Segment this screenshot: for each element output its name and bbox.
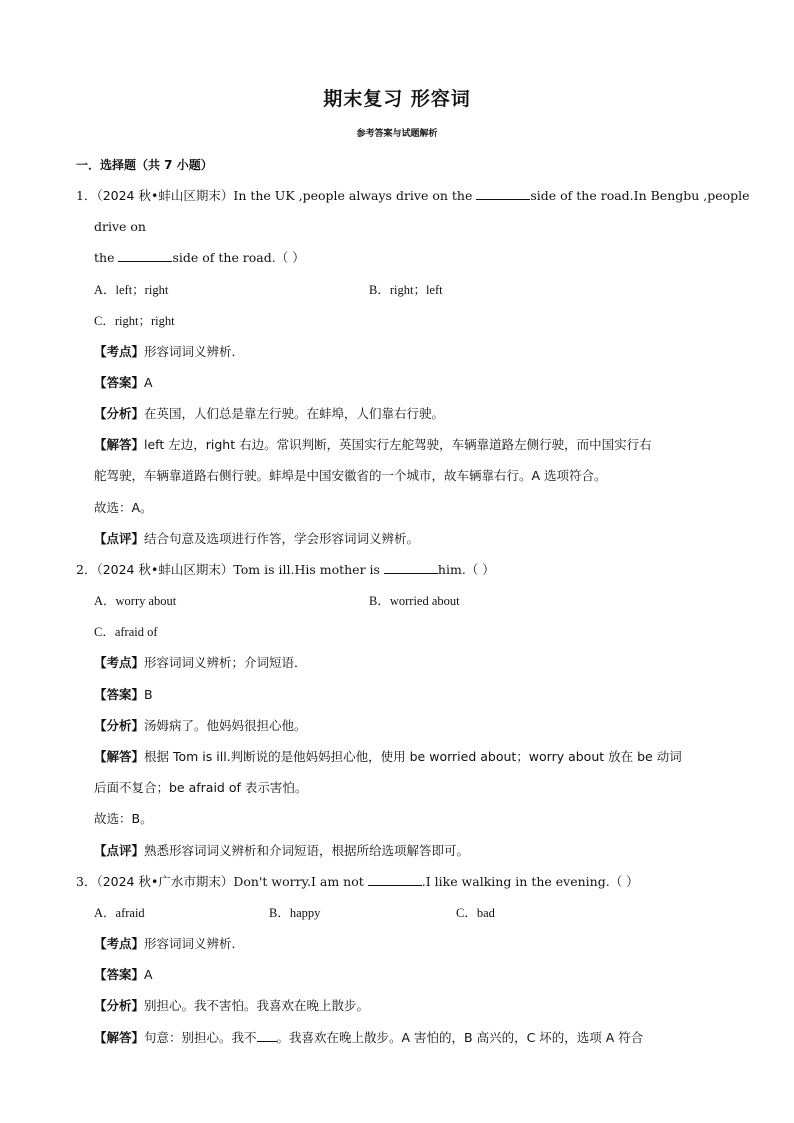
- kaodian-tag: 【考点】: [94, 936, 145, 951]
- question-text: him.（ ）: [437, 562, 495, 577]
- analysis-line: [94, 406, 444, 422]
- question-text: .I like walking in the evening.（ ）: [421, 874, 639, 889]
- question-source: （2024 秋•广水市期末）: [96, 874, 234, 889]
- choice-line: 故选：A。: [94, 500, 153, 515]
- answer-blank: [384, 562, 438, 574]
- comment-line: [94, 843, 469, 859]
- answer-blank: [118, 250, 172, 262]
- section-heading: 一．选择题（共 7 小题）: [76, 158, 213, 172]
- analysis-line: [94, 718, 307, 734]
- analysis-tag: 【分析】: [94, 718, 145, 733]
- kaodian-line: [94, 936, 244, 952]
- option-a: A．afraid: [94, 906, 145, 920]
- question-1-stem-cont: drive on: [94, 219, 146, 234]
- solution-line-cont: 舵驾驶，车辆靠道路右侧行驶。蚌埠是中国安徽省的一个城市，故车辆靠右行。A 选项符合。: [94, 468, 607, 483]
- page-title: 期末复习 形容词: [323, 88, 471, 110]
- option-c: C．bad: [456, 906, 495, 920]
- answer-blank: [257, 1030, 277, 1042]
- question-2-stem: [76, 562, 495, 578]
- analysis-tag: 【分析】: [94, 406, 145, 421]
- answer-line: [94, 375, 153, 391]
- solution-line: [94, 749, 682, 765]
- answer-blank: [476, 188, 530, 200]
- solution-line: [94, 1030, 643, 1046]
- question-1-stem-cont: [94, 250, 305, 266]
- kaodian-line: [94, 655, 307, 671]
- kaodian-line: [94, 344, 244, 360]
- answer-line: [94, 967, 153, 983]
- answer-line: [94, 687, 153, 703]
- choice-line: 故选：B。: [94, 811, 153, 826]
- question-text: side of the road.（ ）: [172, 250, 305, 265]
- solution-tag: 【解答】: [94, 437, 145, 452]
- question-number: 3．: [76, 874, 97, 889]
- solution-text: 根据 Tom is ill.判断说的是他妈妈担心他，使用 be worried about；worry about 放在 be 动词: [144, 749, 682, 764]
- answer-tag: 【答案】: [94, 375, 145, 390]
- solution-text: 。我喜欢在晚上散步。A 害怕的，B 高兴的，C 坏的，选项 A 符合: [276, 1030, 644, 1045]
- comment-line: [94, 531, 419, 547]
- question-text: Tom is ill.His mother is: [233, 562, 384, 577]
- answer-text: A: [144, 375, 153, 390]
- option-b: B．worried about: [369, 594, 460, 608]
- option-b: B．happy: [269, 906, 321, 920]
- comment-tag: 【点评】: [94, 843, 145, 858]
- page-subtitle: 参考答案与试题解析: [356, 129, 438, 139]
- solution-line-cont: 后面不复合；be afraid of 表示害怕。: [94, 780, 308, 795]
- comment-tag: 【点评】: [94, 531, 145, 546]
- question-source: （2024 秋•蚌山区期末）: [96, 188, 234, 203]
- question-text: the: [94, 250, 119, 265]
- comment-text: 结合句意及选项进行作答，学会形容词词义辨析。: [144, 531, 420, 546]
- kaodian-tag: 【考点】: [94, 344, 145, 359]
- analysis-text: 汤姆病了。他妈妈很担心他。: [144, 718, 307, 733]
- analysis-line: [94, 998, 369, 1014]
- comment-text: 熟悉形容词词义辨析和介词短语，根据所给选项解答即可。: [144, 843, 470, 858]
- solution-text: left 左边，right 右边。常识判断，英国实行左舵驾驶，车辆靠道路左侧行驶，而中国实行右: [144, 437, 652, 452]
- question-number: 1．: [76, 188, 97, 203]
- solution-line: [94, 437, 652, 453]
- kaodian-text: 形容词词义辨析．: [144, 936, 245, 951]
- option-a: A．left；right: [94, 283, 169, 297]
- answer-text: B: [144, 687, 153, 702]
- analysis-text: 别担心。我不害怕。我喜欢在晚上散步。: [144, 998, 370, 1013]
- question-text: Don't worry.I am not: [233, 874, 368, 889]
- question-source: （2024 秋•蚌山区期末）: [96, 562, 234, 577]
- question-number: 2．: [76, 562, 97, 577]
- question-3-stem: [76, 874, 639, 890]
- solution-tag: 【解答】: [94, 749, 145, 764]
- answer-blank: [368, 874, 422, 886]
- solution-text: 句意：别担心。我不: [144, 1030, 257, 1045]
- answer-text: A: [144, 967, 153, 982]
- option-c: C．afraid of: [94, 625, 158, 639]
- kaodian-tag: 【考点】: [94, 655, 145, 670]
- option-b: B．right；left: [369, 283, 443, 297]
- solution-tag: 【解答】: [94, 1030, 145, 1045]
- option-a: A．worry about: [94, 594, 177, 608]
- analysis-text: 在英国，人们总是靠左行驶。在蚌埠，人们靠右行驶。: [144, 406, 445, 421]
- answer-tag: 【答案】: [94, 967, 145, 982]
- question-text: side of the road.In Bengbu ,people: [530, 188, 750, 203]
- question-1-stem: [76, 188, 750, 204]
- question-text: In the UK ,people always drive on the: [233, 188, 477, 203]
- answer-tag: 【答案】: [94, 687, 145, 702]
- option-c: C．right；right: [94, 314, 175, 328]
- analysis-tag: 【分析】: [94, 998, 145, 1013]
- kaodian-text: 形容词词义辨析；介词短语．: [144, 655, 307, 670]
- kaodian-text: 形容词词义辨析．: [144, 344, 245, 359]
